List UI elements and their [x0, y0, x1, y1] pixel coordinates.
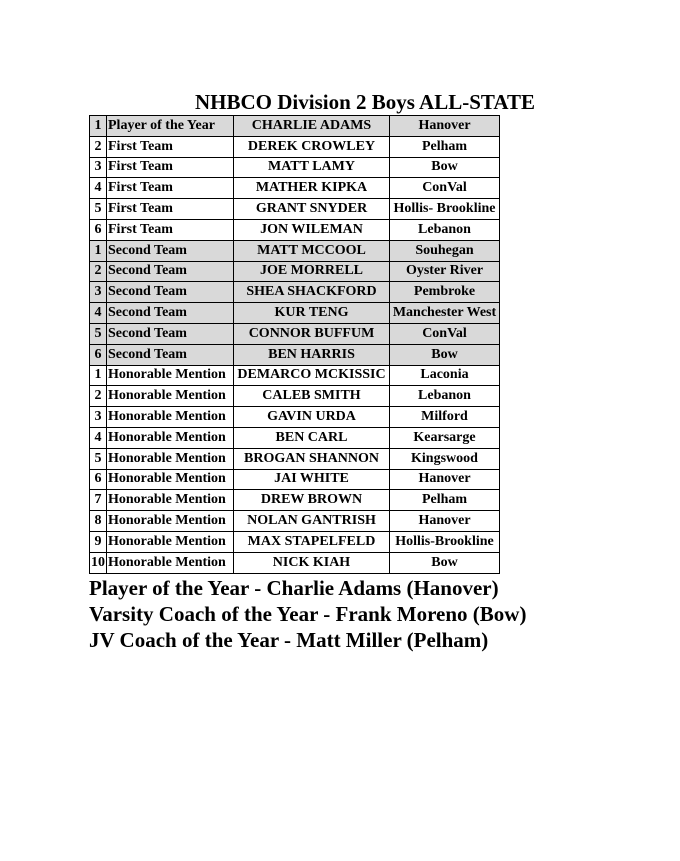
row-player-name: BROGAN SHANNON [234, 448, 390, 469]
row-category: Second Team [107, 261, 234, 282]
row-category: Honorable Mention [107, 552, 234, 573]
row-player-name: CONNOR BUFFUM [234, 323, 390, 344]
table-row [90, 219, 500, 240]
row-number: 3 [90, 407, 107, 428]
row-school: Hollis-Brookline [390, 531, 500, 552]
row-school: ConVal [390, 323, 500, 344]
row-player-name: KUR TENG [234, 303, 390, 324]
row-player-name: MATHER KIPKA [234, 178, 390, 199]
row-number: 3 [90, 282, 107, 303]
row-school: Hanover [390, 511, 500, 532]
row-player-name: DREW BROWN [234, 490, 390, 511]
row-number: 5 [90, 448, 107, 469]
row-school: Souhegan [390, 240, 500, 261]
table-row [90, 490, 500, 511]
table-row [90, 157, 500, 178]
row-player-name: MAX STAPELFELD [234, 531, 390, 552]
row-category: First Team [107, 219, 234, 240]
row-number: 6 [90, 219, 107, 240]
table-row [90, 261, 500, 282]
row-number: 1 [90, 365, 107, 386]
row-player-name: DEREK CROWLEY [234, 136, 390, 157]
row-number: 4 [90, 427, 107, 448]
row-category: First Team [107, 199, 234, 220]
row-category: Honorable Mention [107, 511, 234, 532]
table-row [90, 407, 500, 428]
table-row [90, 323, 500, 344]
row-school: Lebanon [390, 386, 500, 407]
row-school: Bow [390, 157, 500, 178]
row-school: Lebanon [390, 219, 500, 240]
row-number: 6 [90, 344, 107, 365]
award-jv-coach: JV Coach of the Year - Matt Miller (Pelham) [89, 628, 489, 652]
row-school: Hanover [390, 116, 500, 137]
table-row [90, 199, 500, 220]
row-category: Honorable Mention [107, 365, 234, 386]
row-player-name: DEMARCO MCKISSIC [234, 365, 390, 386]
row-category: Second Team [107, 323, 234, 344]
row-number: 1 [90, 240, 107, 261]
row-number: 5 [90, 323, 107, 344]
row-school: Bow [390, 552, 500, 573]
table-row [90, 469, 500, 490]
row-player-name: BEN HARRIS [234, 344, 390, 365]
row-category: Honorable Mention [107, 490, 234, 511]
row-player-name: JON WILEMAN [234, 219, 390, 240]
row-category: Honorable Mention [107, 427, 234, 448]
row-school: ConVal [390, 178, 500, 199]
all-state-table [89, 115, 500, 574]
table-row [90, 448, 500, 469]
row-number: 3 [90, 157, 107, 178]
table-row [90, 552, 500, 573]
row-player-name: BEN CARL [234, 427, 390, 448]
award-varsity-coach: Varsity Coach of the Year - Frank Moreno (Bow) [89, 602, 527, 626]
row-category: First Team [107, 178, 234, 199]
awards-list [89, 575, 526, 653]
row-category: First Team [107, 157, 234, 178]
row-category: Honorable Mention [107, 448, 234, 469]
row-school: Hanover [390, 469, 500, 490]
row-player-name: GRANT SNYDER [234, 199, 390, 220]
table-row [90, 116, 500, 137]
row-number: 2 [90, 136, 107, 157]
row-number: 5 [90, 199, 107, 220]
row-school: Oyster River [390, 261, 500, 282]
table-row [90, 136, 500, 157]
table-body [90, 116, 500, 574]
row-player-name: CHARLIE ADAMS [234, 116, 390, 137]
row-player-name: JOE MORRELL [234, 261, 390, 282]
row-category: Second Team [107, 303, 234, 324]
row-number: 2 [90, 261, 107, 282]
table-row [90, 511, 500, 532]
row-category: Honorable Mention [107, 469, 234, 490]
row-number: 10 [90, 552, 107, 573]
row-category: Honorable Mention [107, 386, 234, 407]
row-school: Pelham [390, 136, 500, 157]
row-player-name: MATT LAMY [234, 157, 390, 178]
row-category: First Team [107, 136, 234, 157]
row-school: Bow [390, 344, 500, 365]
row-player-name: CALEB SMITH [234, 386, 390, 407]
row-number: 9 [90, 531, 107, 552]
table-row [90, 386, 500, 407]
award-player-of-year: Player of the Year - Charlie Adams (Hanover) [89, 576, 499, 600]
row-school: Manchester West [390, 303, 500, 324]
row-category: Player of the Year [107, 116, 234, 137]
row-school: Kingswood [390, 448, 500, 469]
row-number: 7 [90, 490, 107, 511]
table-row [90, 303, 500, 324]
row-number: 1 [90, 116, 107, 137]
row-school: Hollis- Brookline [390, 199, 500, 220]
table-row [90, 427, 500, 448]
row-category: Honorable Mention [107, 531, 234, 552]
row-number: 4 [90, 303, 107, 324]
row-number: 6 [90, 469, 107, 490]
row-number: 8 [90, 511, 107, 532]
table-row [90, 240, 500, 261]
row-player-name: GAVIN URDA [234, 407, 390, 428]
row-school: Pelham [390, 490, 500, 511]
row-player-name: SHEA SHACKFORD [234, 282, 390, 303]
row-school: Pembroke [390, 282, 500, 303]
row-player-name: NICK KIAH [234, 552, 390, 573]
table-row [90, 531, 500, 552]
page-title: NHBCO Division 2 Boys ALL-STATE [195, 90, 535, 114]
table-row [90, 178, 500, 199]
row-category: Honorable Mention [107, 407, 234, 428]
row-category: Second Team [107, 344, 234, 365]
table-row [90, 282, 500, 303]
table-row [90, 344, 500, 365]
row-player-name: MATT MCCOOL [234, 240, 390, 261]
row-player-name: NOLAN GANTRISH [234, 511, 390, 532]
row-number: 2 [90, 386, 107, 407]
row-school: Milford [390, 407, 500, 428]
row-player-name: JAI WHITE [234, 469, 390, 490]
row-number: 4 [90, 178, 107, 199]
row-category: Second Team [107, 240, 234, 261]
row-school: Laconia [390, 365, 500, 386]
row-school: Kearsarge [390, 427, 500, 448]
row-category: Second Team [107, 282, 234, 303]
table-row [90, 365, 500, 386]
